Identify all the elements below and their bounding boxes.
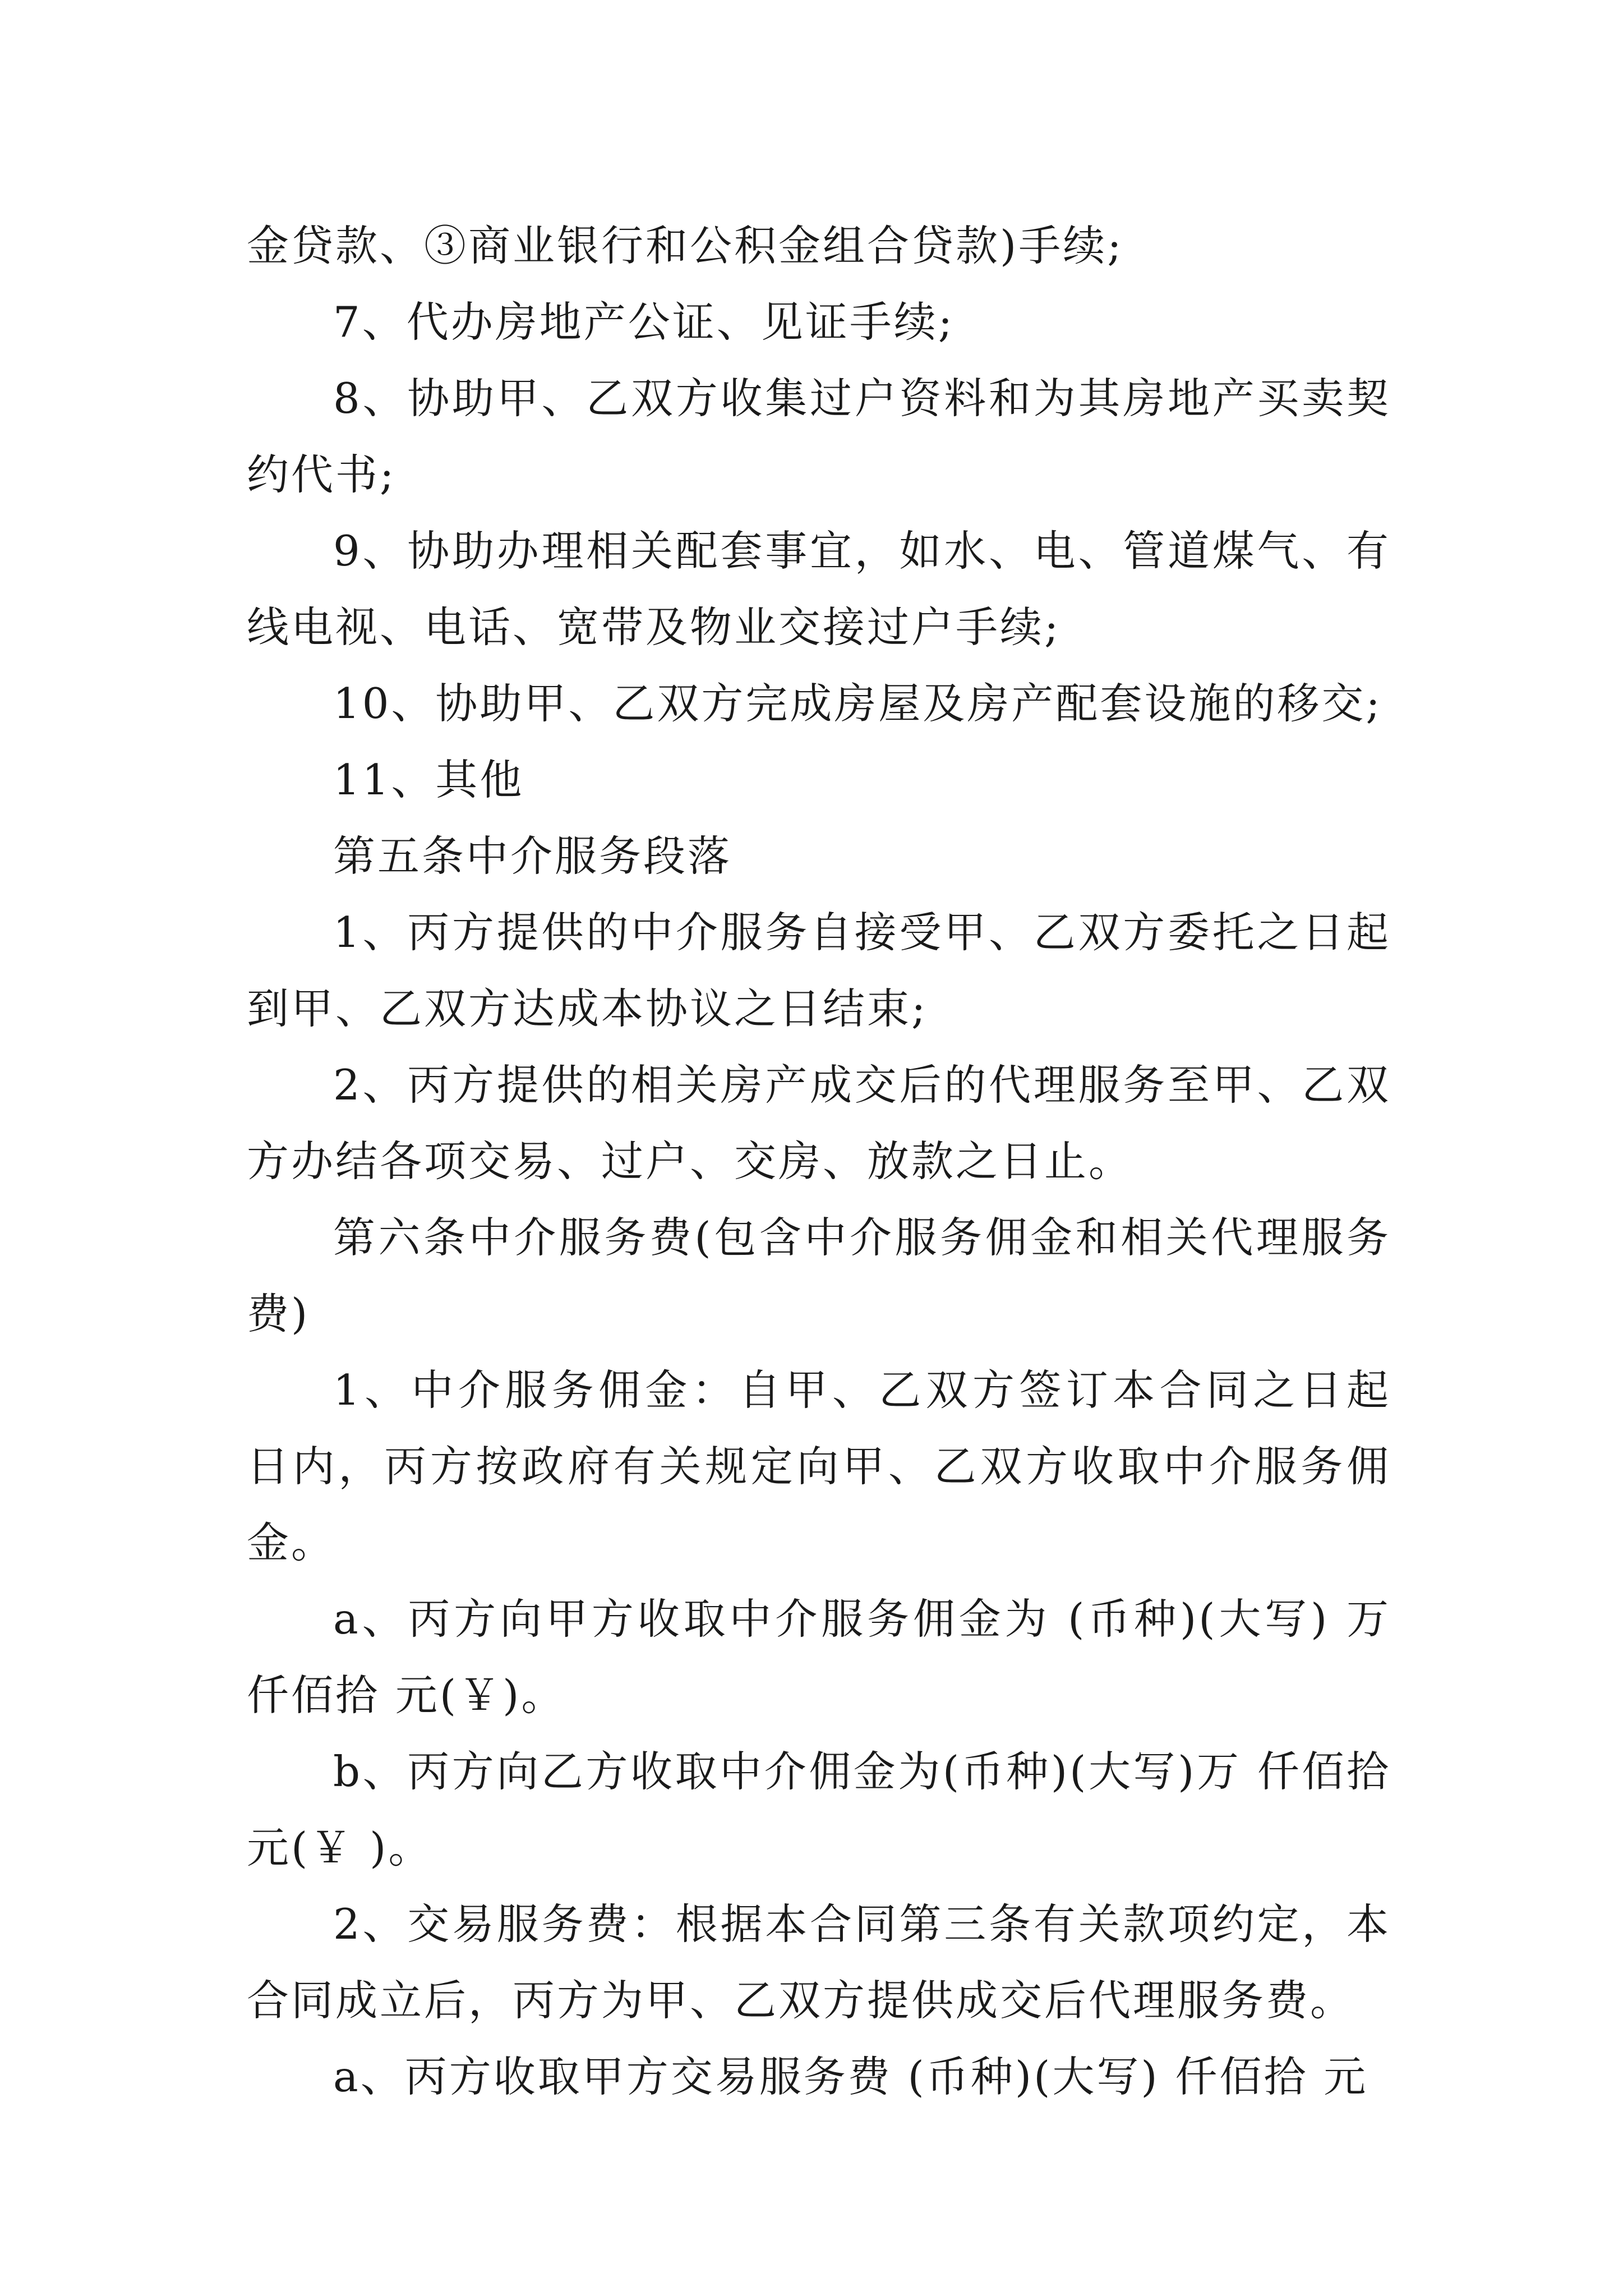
article-6-clause-1: 1、中介服务佣金：自甲、乙双方签订本合同之日起 日内，丙方按政府有关规定向甲、乙双方收取中介服务佣金。 bbox=[247, 1365, 1391, 1567]
paragraph-item-10: 10、协助甲、乙双方完成房屋及房产配套设施的移交; bbox=[333, 679, 1382, 728]
document-body bbox=[247, 208, 1391, 2115]
article-6-clause-1b: b、丙方向乙方收取中介佣金为(币种)(大写)万 仟佰拾元(￥ )。 bbox=[247, 1747, 1391, 1872]
paragraph-item-11: 11、其他 bbox=[333, 755, 524, 804]
paragraph-item-7: 7、代办房地产公证、见证手续; bbox=[333, 297, 955, 347]
article-6-heading: 第六条中介服务费(包含中介服务佣金和相关代理服务费) bbox=[247, 1213, 1391, 1338]
article-5-heading: 第五条中介服务段落 bbox=[333, 831, 732, 881]
article-6-clause-1a: a、丙方向甲方收取中介服务佣金为 (币种)(大写) 万 仟佰拾 元(￥)。 bbox=[247, 1594, 1391, 1720]
paragraph-loan-continuation: 金贷款、③商业银行和公积金组合贷款)手续; bbox=[247, 221, 1124, 270]
article-5-clause-2: 2、丙方提供的相关房产成交后的代理服务至甲、乙双方办结各项交易、过户、交房、放款之日止。 bbox=[247, 1060, 1391, 1186]
paragraph-item-9: 9、协助办理相关配套事宜，如水、电、管道煤气、有线电视、电话、宽带及物业交接过户手续; bbox=[247, 526, 1391, 652]
article-5-clause-1: 1、丙方提供的中介服务自接受甲、乙双方委托之日起到甲、乙双方达成本协议之日结束; bbox=[247, 908, 1391, 1033]
paragraph-item-8: 8、协助甲、乙双方收集过户资料和为其房地产买卖契约代书; bbox=[247, 374, 1391, 499]
article-6-clause-2: 2、交易服务费：根据本合同第三条有关款项约定，本合同成立后，丙方为甲、乙双方提供成交后代理服务费。 bbox=[247, 1899, 1391, 2025]
article-6-clause-2a: a、丙方收取甲方交易服务费 (币种)(大写) 仟佰拾 元 bbox=[333, 2052, 1368, 2101]
